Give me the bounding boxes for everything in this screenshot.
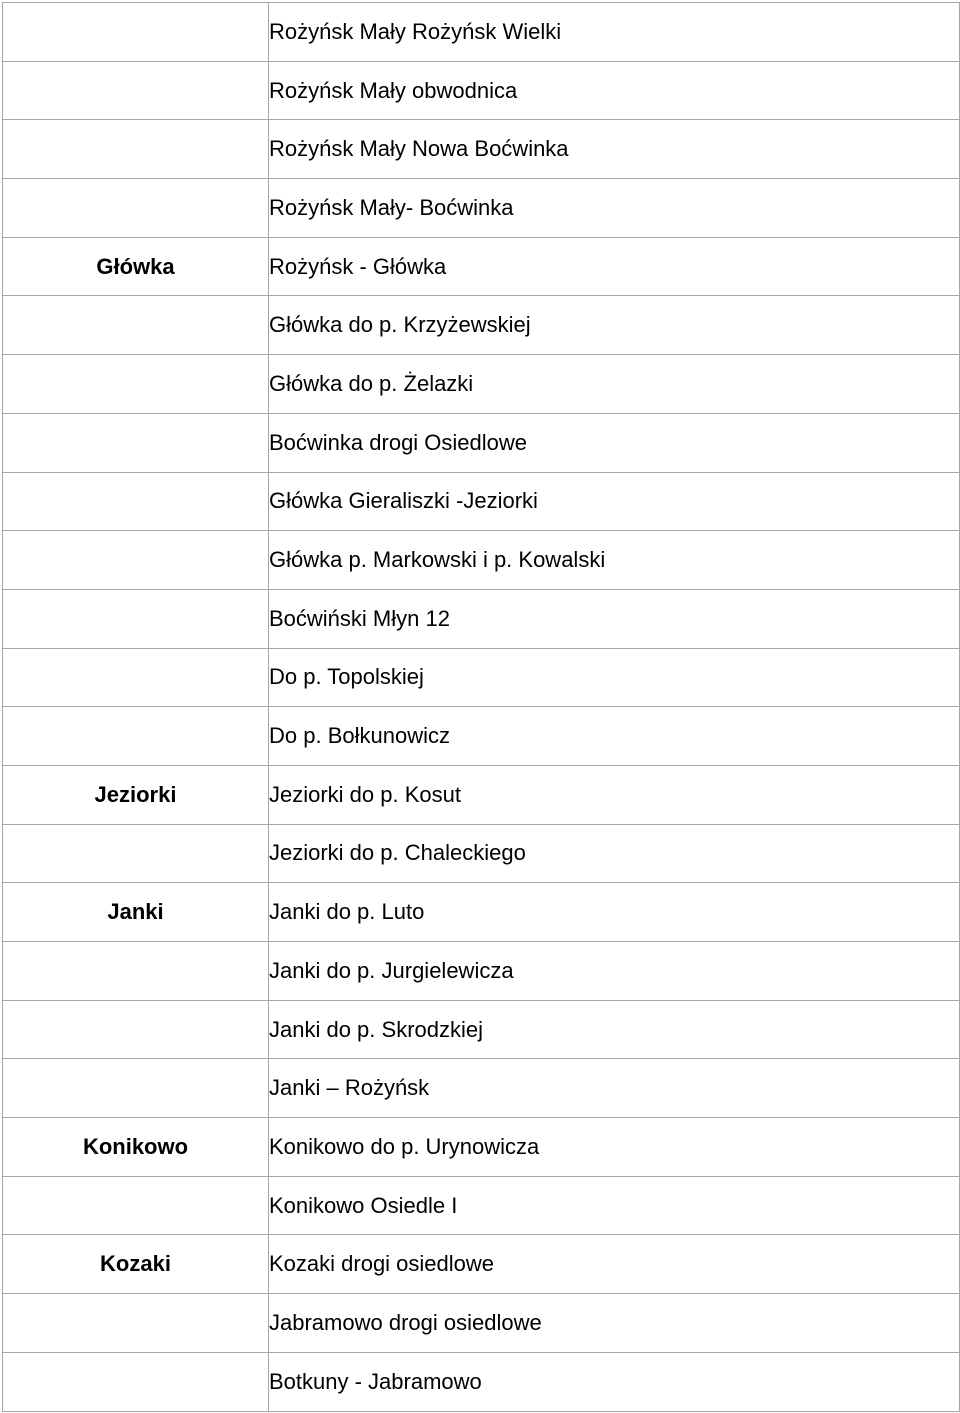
table-row	[3, 1176, 960, 1235]
village-cell: Konikowo	[3, 1118, 269, 1177]
table-row	[3, 1000, 960, 1059]
table-row	[3, 61, 960, 120]
road-cell: Janki do p. Luto	[269, 883, 960, 942]
village-cell	[3, 707, 269, 766]
village-cell	[3, 1000, 269, 1059]
road-cell: Rożyńsk Mały Rożyńsk Wielki	[269, 3, 960, 62]
road-cell: Jeziorki do p. Chaleckiego	[269, 824, 960, 883]
road-cell: Do p. Bołkunowicz	[269, 707, 960, 766]
village-cell: Główka	[3, 237, 269, 296]
table-row	[3, 824, 960, 883]
table-row	[3, 355, 960, 414]
roads-table	[2, 2, 960, 1412]
village-cell	[3, 472, 269, 531]
village-cell	[3, 120, 269, 179]
road-cell: Kozaki drogi osiedlowe	[269, 1235, 960, 1294]
table-row	[3, 120, 960, 179]
village-cell	[3, 1294, 269, 1353]
table-row	[3, 942, 960, 1001]
village-cell	[3, 531, 269, 590]
table-row	[3, 707, 960, 766]
table-row	[3, 1235, 960, 1294]
road-cell: Janki do p. Jurgielewicza	[269, 942, 960, 1001]
village-cell	[3, 1352, 269, 1411]
village-cell	[3, 1176, 269, 1235]
road-cell: Konikowo Osiedle I	[269, 1176, 960, 1235]
road-cell: Rożyńsk Mały obwodnica	[269, 61, 960, 120]
table-row	[3, 531, 960, 590]
road-cell: Rożyńsk - Główka	[269, 237, 960, 296]
road-cell: Janki – Rożyńsk	[269, 1059, 960, 1118]
table-row	[3, 883, 960, 942]
village-cell	[3, 824, 269, 883]
table-row	[3, 1118, 960, 1177]
village-cell: Kozaki	[3, 1235, 269, 1294]
village-cell	[3, 942, 269, 1001]
village-cell	[3, 589, 269, 648]
road-cell: Główka do p. Żelazki	[269, 355, 960, 414]
roads-table-body	[3, 3, 960, 1412]
table-row	[3, 589, 960, 648]
road-cell: Rożyńsk Mały- Boćwinka	[269, 179, 960, 238]
road-cell: Botkuny - Jabramowo	[269, 1352, 960, 1411]
table-row	[3, 179, 960, 238]
village-cell	[3, 413, 269, 472]
table-row	[3, 296, 960, 355]
road-cell: Jeziorki do p. Kosut	[269, 765, 960, 824]
table-row	[3, 1352, 960, 1411]
road-cell: Główka p. Markowski i p. Kowalski	[269, 531, 960, 590]
village-cell	[3, 179, 269, 238]
table-row	[3, 413, 960, 472]
road-cell: Główka Gieraliszki -Jeziorki	[269, 472, 960, 531]
road-cell: Główka do p. Krzyżewskiej	[269, 296, 960, 355]
village-cell	[3, 3, 269, 62]
table-row	[3, 472, 960, 531]
table-row	[3, 648, 960, 707]
village-cell: Jeziorki	[3, 765, 269, 824]
table-row	[3, 1294, 960, 1353]
road-cell: Do p. Topolskiej	[269, 648, 960, 707]
road-cell: Rożyńsk Mały Nowa Boćwinka	[269, 120, 960, 179]
village-cell	[3, 61, 269, 120]
road-cell: Janki do p. Skrodzkiej	[269, 1000, 960, 1059]
village-cell	[3, 355, 269, 414]
road-cell: Boćwinka drogi Osiedlowe	[269, 413, 960, 472]
road-cell: Konikowo do p. Urynowicza	[269, 1118, 960, 1177]
village-cell: Janki	[3, 883, 269, 942]
table-row	[3, 765, 960, 824]
village-cell	[3, 1059, 269, 1118]
table-row	[3, 3, 960, 62]
village-cell	[3, 648, 269, 707]
road-cell: Jabramowo drogi osiedlowe	[269, 1294, 960, 1353]
table-row	[3, 237, 960, 296]
table-row	[3, 1059, 960, 1118]
road-cell: Boćwiński Młyn 12	[269, 589, 960, 648]
village-cell	[3, 296, 269, 355]
